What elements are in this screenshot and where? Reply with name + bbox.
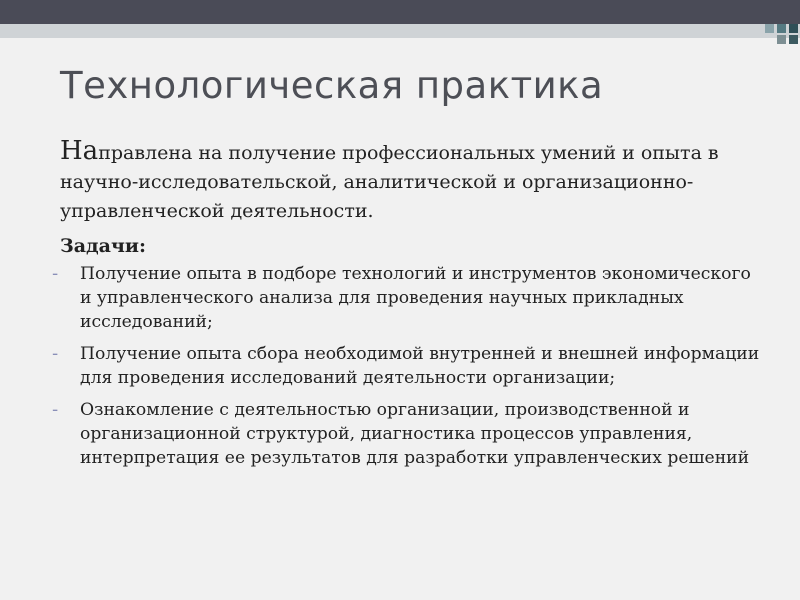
list-item — [52, 262, 760, 334]
decor-square — [777, 35, 786, 44]
task-text: Получение опыта сбора необходимой внутренней и внешней информации для проведения исследований деятельности организации; — [80, 344, 760, 388]
decor-square — [789, 35, 798, 44]
decor-square — [765, 24, 774, 33]
dash-bullet-icon: - — [52, 400, 59, 420]
task-list — [52, 262, 760, 470]
header-subband — [0, 24, 800, 38]
intro-text: правлена на получение профессиональных умений и опыта в научно-исследовательской, аналитической и организационно-управленческой деятельности. — [60, 142, 719, 222]
tasks-heading: Задачи: — [60, 235, 147, 257]
intro-lead: На — [60, 136, 99, 166]
list-item — [52, 398, 760, 470]
list-item — [52, 342, 760, 390]
slide-body — [52, 136, 760, 478]
task-text: Ознакомление с деятельностью организации, производственной и организационной структурой, диагностика процессов управления, интерпретация ее результатов для разработки управленческих решений — [80, 400, 750, 468]
decor-square — [777, 24, 786, 33]
dash-bullet-icon: - — [52, 344, 59, 364]
decor-square — [789, 24, 798, 33]
slide-title: Технологическая практика — [60, 64, 604, 107]
intro-paragraph — [60, 137, 760, 226]
dash-bullet-icon: - — [52, 264, 59, 284]
corner-decoration — [760, 24, 800, 44]
task-text: Получение опыта в подборе технологий и инструментов экономического и управленческого анализа для проведения научных прикладных исследований; — [80, 264, 751, 332]
header-band — [0, 0, 800, 24]
